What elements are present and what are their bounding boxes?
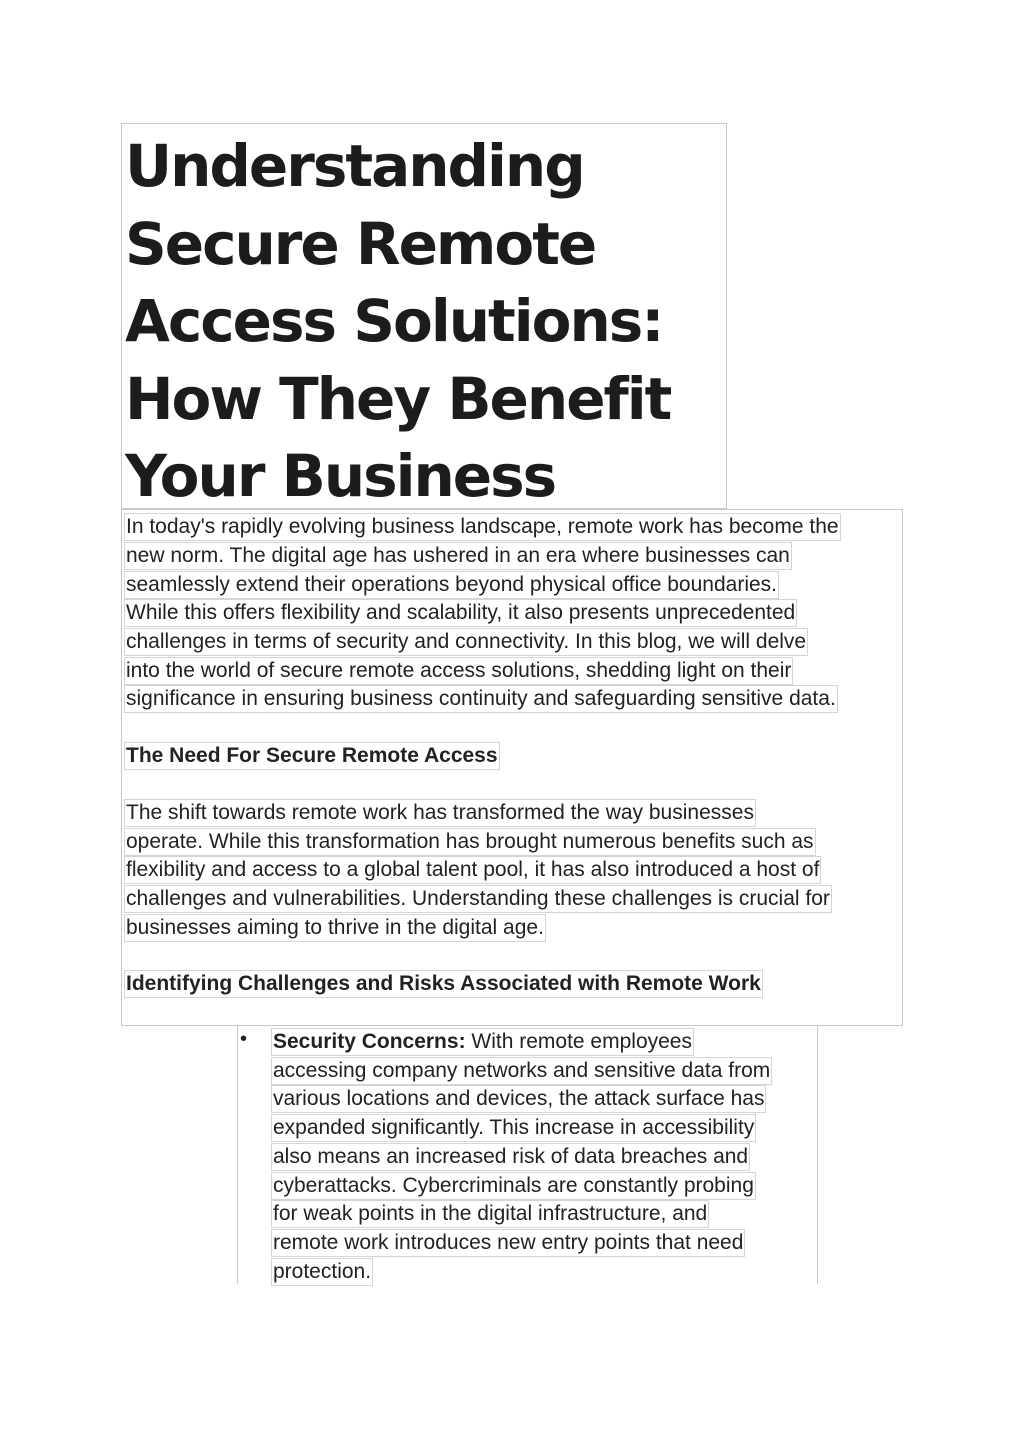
list-item-first-line: [271, 1028, 694, 1056]
intro-line: significance in ensuring business continuity and safeguarding sensitive data.: [124, 685, 838, 713]
need-line: challenges and vulnerabilities. Understanding these challenges is crucial for: [124, 885, 832, 913]
list-item-line: expanded significantly. This increase in accessibility: [271, 1114, 756, 1142]
title-line: Your Business: [125, 442, 556, 510]
intro-line: into the world of secure remote access solutions, shedding light on their: [124, 657, 793, 685]
title-block: [121, 123, 727, 509]
need-line: The shift towards remote work has transformed the way businesses: [124, 799, 756, 827]
list-item-line: various locations and devices, the attack surface has: [271, 1085, 766, 1113]
list-item-line: cyberattacks. Cybercriminals are constantly probing: [271, 1172, 756, 1200]
intro-line: In today's rapidly evolving business landscape, remote work has become the: [124, 513, 841, 541]
bullet-icon: •: [240, 1028, 248, 1050]
intro-line: While this offers flexibility and scalability, it also presents unprecedented: [124, 599, 797, 627]
list-item-line: also means an increased risk of data breaches and: [271, 1143, 750, 1171]
list-item-text: With remote employees: [465, 1030, 692, 1053]
title-line: Secure Remote: [125, 209, 596, 278]
section-heading-challenges: Identifying Challenges and Risks Associated with Remote Work: [124, 970, 763, 998]
list-item-line: accessing company networks and sensitive data from: [271, 1057, 772, 1085]
list-item-line: remote work introduces new entry points that need: [271, 1229, 745, 1257]
list-item-label: Security Concerns:: [273, 1030, 466, 1053]
intro-line: new norm. The digital age has ushered in an era where businesses can: [124, 542, 792, 570]
section-heading-need: The Need For Secure Remote Access: [124, 742, 500, 770]
title-line: Access Solutions:: [125, 287, 663, 355]
need-line: businesses aiming to thrive in the digital age.: [124, 914, 546, 942]
list-item-line: for weak points in the digital infrastructure, and: [271, 1200, 709, 1228]
need-line: operate. While this transformation has brought numerous benefits such as: [124, 828, 816, 856]
intro-line: seamlessly extend their operations beyond physical office boundaries.: [124, 571, 779, 599]
intro-line: challenges in terms of security and connectivity. In this blog, we will delve: [124, 628, 808, 656]
list-item-line: protection.: [271, 1258, 373, 1286]
title-line: How They Benefit: [125, 364, 671, 433]
page-title: [122, 124, 726, 516]
bullet-list: [237, 1026, 818, 1284]
need-line: flexibility and access to a global talent pool, it has also introduced a host of: [124, 856, 821, 884]
article-body: [121, 509, 903, 1026]
title-line: Understanding: [125, 132, 584, 200]
